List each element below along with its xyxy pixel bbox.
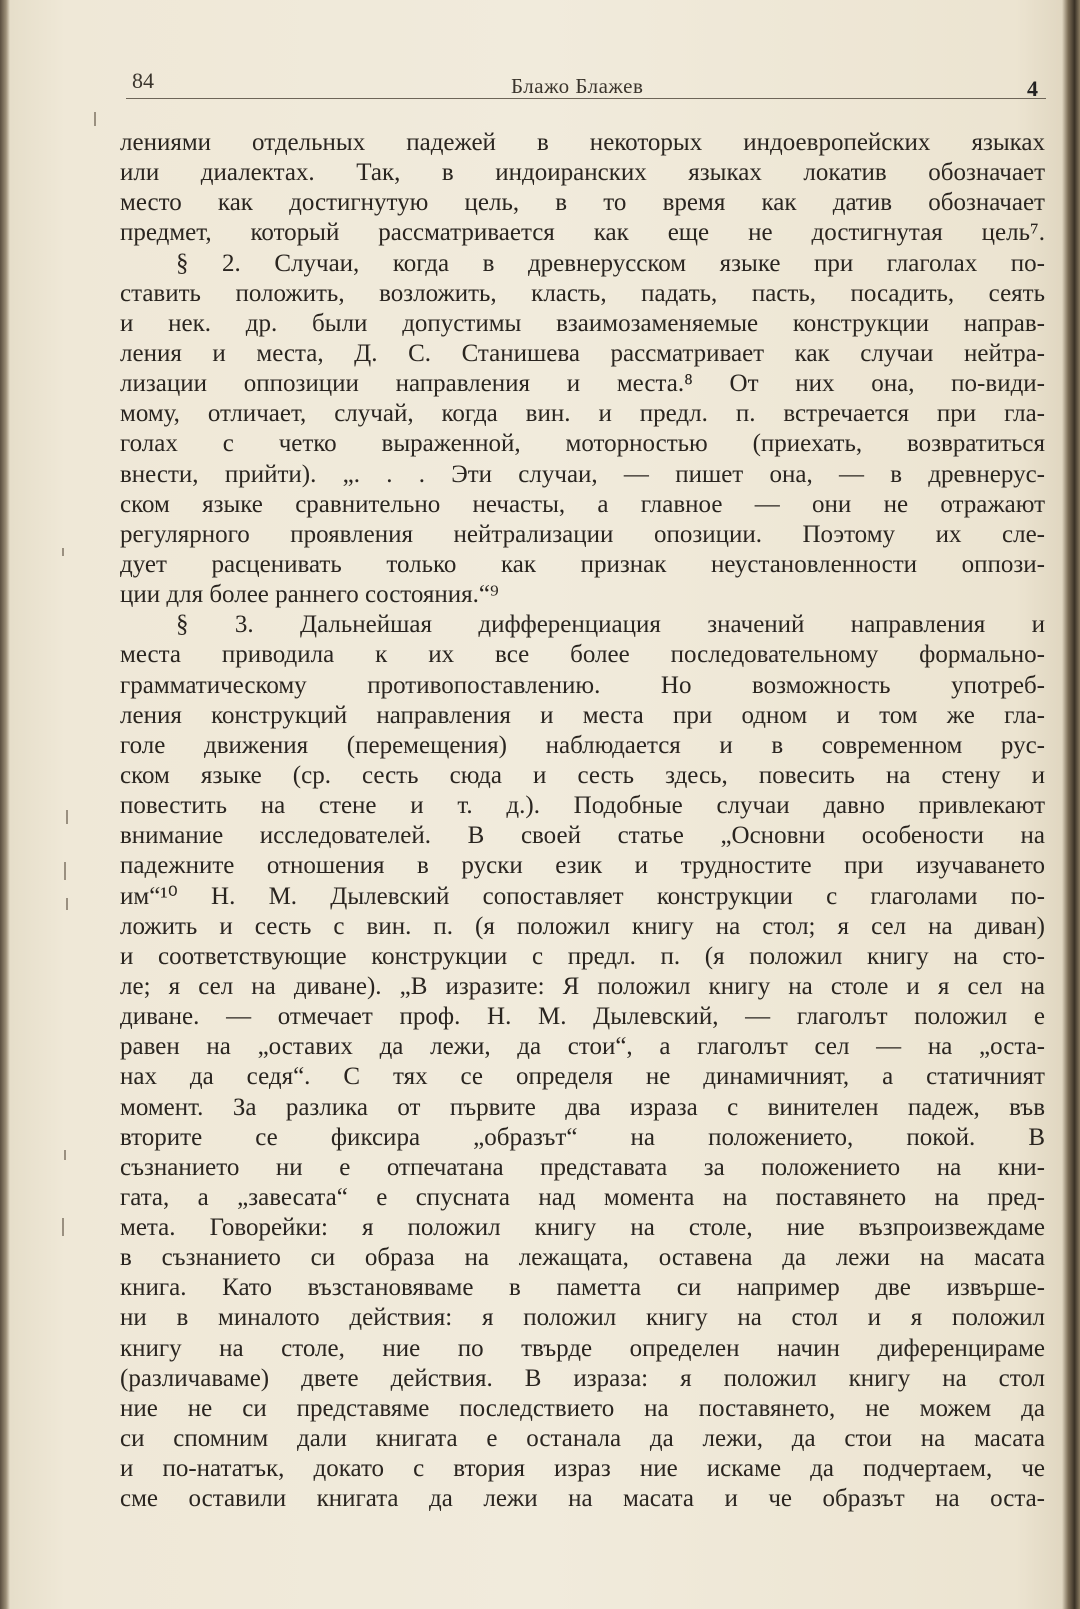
- text-line: ложить и сесть с вин. п. (я положил книгу на стол; я сел на диван): [120, 912, 1045, 940]
- text-line: вторите се фиксира „образът“ на положението, покой. В: [120, 1123, 1045, 1151]
- text-line: мета. Говорейки: я положил книгу на столе, ние възпроизвеждаме: [120, 1214, 1045, 1242]
- margin-mark: [62, 548, 64, 556]
- text-line: (различаваме) двете действия. В израза: я положил книгу на стол: [120, 1364, 1045, 1392]
- text-line: ние не си представяме последствието на поставянето, не можем да: [120, 1394, 1045, 1422]
- text-line: ни в миналото действия: я положил книгу на стол и я положил: [120, 1304, 1045, 1332]
- text-line: им“¹⁰ Н. М. Дылевский сопоставляет конструкции с глаголами по-: [120, 882, 1045, 910]
- text-line: книгу на столе, ние по твърде определен начин диференцираме: [120, 1334, 1045, 1362]
- text-line: ления и места, Д. С. Станишева рассматривает как случаи нейтра-: [120, 339, 1045, 367]
- text-line: момент. За разлика от първите два израза с винителен падеж, във: [120, 1093, 1045, 1121]
- text-line: внести, прийти). „. . . Эти случаи, — пишет она, — в древнерус-: [120, 460, 1045, 488]
- margin-marks: [60, 0, 80, 1609]
- text-line: повестить на стене и т. д.). Подобные случаи давно привлекают: [120, 792, 1045, 820]
- text-line: грамматическому противопоставлению. Но возможность употреб-: [120, 671, 1045, 699]
- body-text: [120, 128, 1045, 1514]
- page-number: 84: [132, 68, 154, 93]
- margin-mark-text: 4: [1027, 76, 1038, 101]
- text-line: си спомним дали книгата е останала да лежи, да стои на масата: [120, 1425, 1045, 1453]
- text-line: равен на „оставих да лежи, да стои“, а глаголът сел — на „оста-: [120, 1033, 1045, 1061]
- margin-mark: [66, 898, 68, 910]
- margin-mark: [62, 1218, 64, 1236]
- page-left-shadow: [0, 0, 10, 1609]
- page-right-binding-shadow: [1062, 0, 1080, 1609]
- text-line: § 3. Дальнейшая дифференциация значений направления и: [176, 611, 1045, 639]
- text-line: и соответствующие конструкции с предл. п. (я положил книгу на сто-: [120, 942, 1045, 970]
- margin-mark: [66, 810, 68, 824]
- text-line: ставить положить, возложить, класть, падать, пасть, посадить, сеять: [120, 279, 1045, 307]
- text-line: ле; я сел на диване). „В изразите: Я положил книгу на столе и я сел на: [120, 972, 1045, 1000]
- text-line: предмет, который рассматривается как еще не достигнутая цель⁷.: [120, 219, 1045, 247]
- text-line: голе движения (перемещения) наблюдается и в современном рус-: [120, 731, 1045, 759]
- text-line: диване. — отмечает проф. Н. М. Дылевский, — глаголът положил е: [120, 1003, 1045, 1031]
- page-header: [126, 62, 1056, 102]
- text-line: § 2. Случаи, когда в древнерусском языке при глаголах по-: [176, 249, 1045, 277]
- text-line: место как достигнутую цель, в то время как датив обозначает: [120, 189, 1045, 217]
- text-line: внимание исследователей. В своей статье „Основни особености на: [120, 822, 1045, 850]
- text-line: ления конструкций направления и места при одном и том же гла-: [120, 701, 1045, 729]
- text-line: книга. Като възстановяваме в паметта си например две извърше-: [120, 1274, 1045, 1302]
- margin-mark: [64, 862, 66, 880]
- text-line: голах с четко выраженной, моторностью (приехать, возвратиться: [120, 430, 1045, 458]
- text-line: регулярного проявления нейтрализации опозиции. Поэтому их сле-: [120, 520, 1045, 548]
- text-line: или диалектах. Так, в индоиранских языках локатив обозначает: [120, 159, 1045, 187]
- text-line: падежните отношения в руски език и трудностите при изучаването: [120, 852, 1045, 880]
- header-rule: [126, 98, 1046, 99]
- text-line: сме оставили книгата да лежи на масата и че образът на оста-: [120, 1485, 1045, 1513]
- text-line: ском языке (ср. сесть сюда и сесть здесь, повесить на стену и: [120, 761, 1045, 789]
- margin-mark: [94, 112, 96, 126]
- text-line: дует расценивать только как признак неустановленности оппози-: [120, 550, 1045, 578]
- text-line: гата, а „завесата“ е спусната над момента на поставянето на пред-: [120, 1183, 1045, 1211]
- margin-mark: [64, 1150, 66, 1160]
- text-line: съзнанието ни е отпечатана представата за положението на кни-: [120, 1153, 1045, 1181]
- text-line: лениями отдельных падежей в некоторых индоевропейских языках: [120, 129, 1045, 156]
- text-line: нах да седя“. С тях се определя не динамичният, а статичният: [120, 1063, 1045, 1091]
- text-line: в съзнанието си образа на лежащата, оставена да лежи на масата: [120, 1244, 1045, 1272]
- text-line: места приводила к их все более последовательному формально-: [120, 641, 1045, 669]
- text-line: мому, отличает, случай, когда вин. и предл. п. встречается при гла-: [120, 400, 1045, 428]
- text-line: и нек. др. были допустимы взаимозаменяемые конструкции направ-: [120, 309, 1045, 337]
- running-head: Блажо Блажев: [511, 74, 644, 98]
- text-line: ском языке сравнительно нечасты, а главное — они не отражают: [120, 490, 1045, 518]
- text-line: ции для более раннего состояния.“⁹: [120, 581, 499, 609]
- text-line: и по-нататък, докато с втория израз ние искаме да подчертаем, че: [120, 1455, 1045, 1483]
- text-line: лизации оппозиции направления и места.⁸ От них она, по-види-: [120, 370, 1045, 398]
